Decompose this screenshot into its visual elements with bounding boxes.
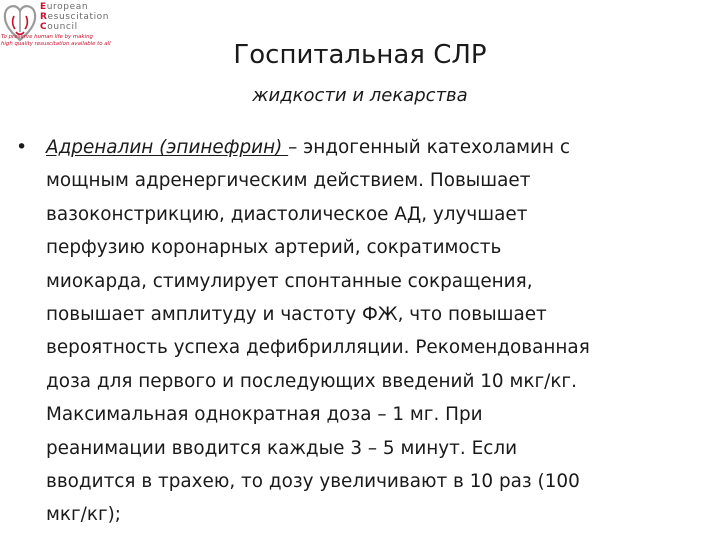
logo-word-european: uropean <box>46 2 89 12</box>
bullet-line-8: доза для первого и последующих введений 10 мкг/кг. <box>46 370 577 392</box>
bullet-line-11: вводится в трахею, то дозу увеличивают в 10 раз (100 <box>46 470 580 492</box>
slide-subtitle: жидкости и лекарства <box>252 85 468 106</box>
logo-initial-r: R <box>40 12 48 22</box>
logo-word-resuscitation: esuscitation <box>47 12 110 22</box>
logo-initial-e: E <box>40 2 47 12</box>
logo-tagline-line-1: To preserve human life by making <box>1 34 93 40</box>
bullet-line-1-text: – эндогенный катехоламин с <box>288 137 570 158</box>
slide-title: Госпитальная СЛР <box>233 40 487 70</box>
bullet-line-5: миокарда, стимулирует спонтанные сокращения, <box>46 270 533 292</box>
bullet-line-4: перфузию коронарных артерий, сократимость <box>46 237 502 259</box>
bullet-line-9: Максимальная однократная доза – 1 мг. При <box>46 404 483 426</box>
bullet-line-10: реанимации вводится каждые 3 – 5 минут. Если <box>46 437 518 459</box>
logo-wordmark <box>40 2 109 32</box>
bullet-line-7: вероятность успеха дефибрилляции. Рекомендованная <box>46 337 590 359</box>
logo-word-council: ouncil <box>47 22 78 32</box>
logo-initial-c: C <box>40 22 48 32</box>
bullet-line-3: вазоконстрикцию, диастолическое АД, улучшает <box>46 203 528 225</box>
logo-tagline-line-2: high quality resuscitation available to all <box>1 41 111 47</box>
drug-term: Адреналин (эпинефрин) <box>46 137 289 158</box>
bullet-line-1 <box>46 131 716 164</box>
bullet-text <box>46 131 716 532</box>
bullet-marker: • <box>16 136 28 158</box>
bullet-line-6: повышает амплитуду и частоту ФЖ, что повышает <box>46 303 547 325</box>
bullet-line-2: мощным адренергическим действием. Повышает <box>46 170 531 192</box>
bullet-line-12: мкг/кг); <box>46 504 121 526</box>
